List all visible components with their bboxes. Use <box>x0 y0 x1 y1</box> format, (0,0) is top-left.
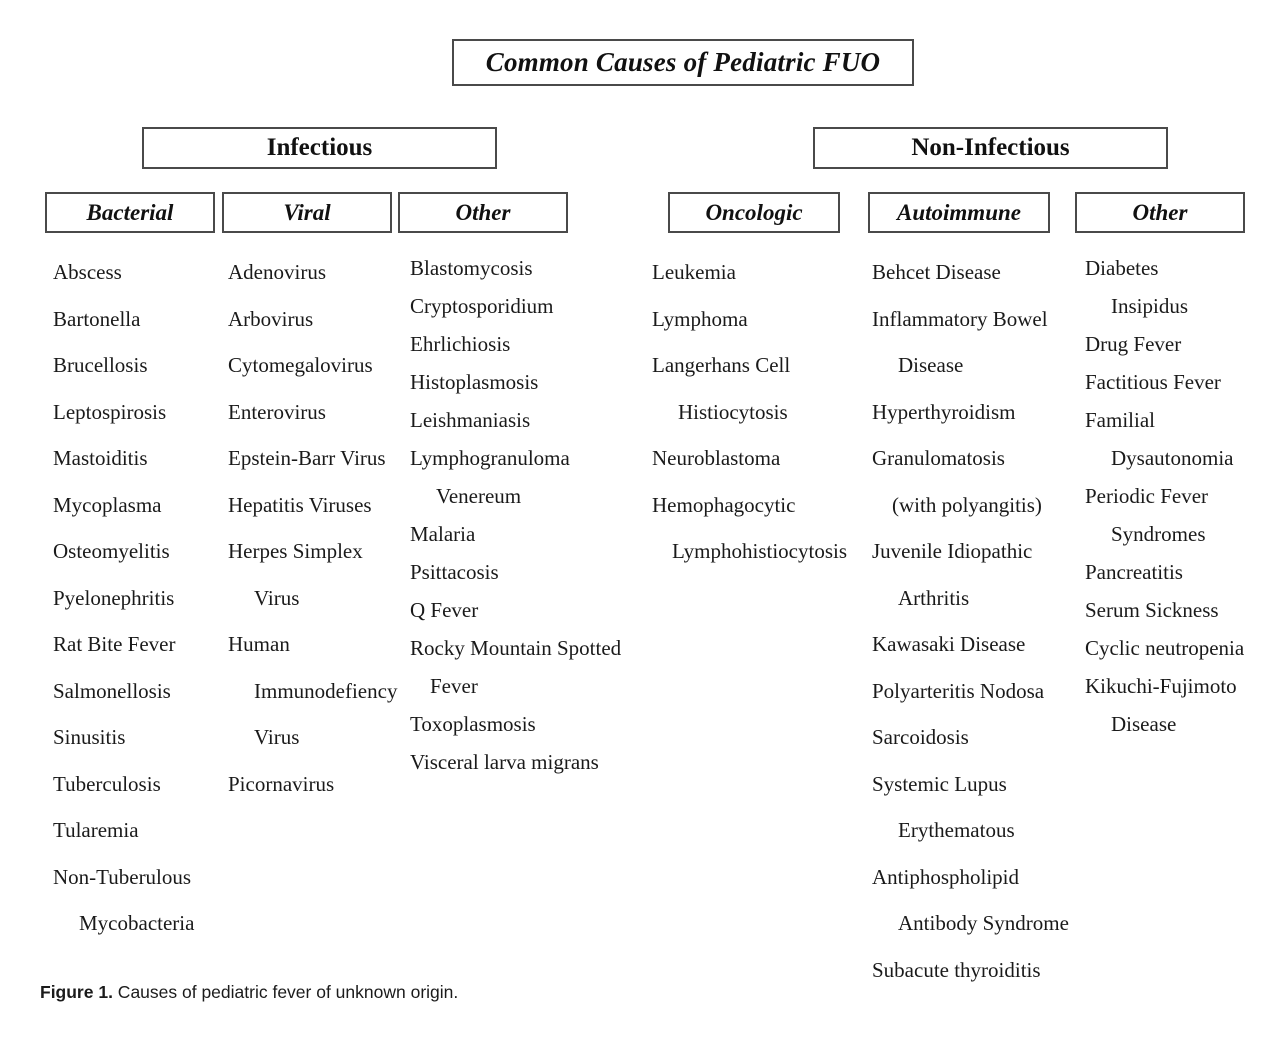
list-item: Inflammatory Bowel <box>872 306 1048 331</box>
list-item: Immunodefiency <box>254 678 398 703</box>
list-item: Fever <box>430 674 478 698</box>
list-item: Erythematous <box>898 818 1015 842</box>
item-list-viral <box>228 249 397 807</box>
list-item: Pyelonephritis <box>53 585 175 610</box>
list-item: Systemic Lupus <box>872 771 1007 796</box>
list-item: Juvenile Idiopathic <box>872 539 1033 563</box>
category-label-bacterial: Bacterial <box>86 199 174 225</box>
list-item: Antiphospholipid <box>872 864 1020 889</box>
category-box-bacterial <box>45 192 215 233</box>
list-item: Drug Fever <box>1085 332 1182 356</box>
list-item: Cyclic neutropenia <box>1085 636 1245 660</box>
list-item: Rocky Mountain Spotted <box>410 636 622 660</box>
list-item: Hemophagocytic <box>652 492 796 517</box>
item-list-oncologic <box>652 249 847 575</box>
list-item: Behcet Disease <box>872 260 1001 284</box>
list-item: Venereum <box>436 484 522 508</box>
list-item: Tularemia <box>53 818 139 842</box>
list-item: Antibody Syndrome <box>898 911 1069 935</box>
list-item: Cryptosporidium <box>410 294 554 318</box>
list-item: Human <box>228 632 290 656</box>
list-item: Leukemia <box>652 260 736 284</box>
list-item: Epstein-Barr Virus <box>228 446 386 470</box>
list-item: Leishmaniasis <box>410 408 531 432</box>
list-item: Dysautonomia <box>1111 446 1234 470</box>
list-item: Ehrlichiosis <box>410 332 511 356</box>
category-box-other-non-infectious <box>1075 192 1245 233</box>
list-item: Pancreatitis <box>1085 560 1183 584</box>
list-item: Familial <box>1085 408 1155 432</box>
list-item: Periodic Fever <box>1085 484 1209 508</box>
list-item: Lymphogranuloma <box>410 446 570 470</box>
list-item: Disease <box>898 353 964 377</box>
category-box-oncologic <box>668 192 840 233</box>
list-item: (with polyangitis) <box>892 492 1042 517</box>
list-item: Abscess <box>53 260 122 284</box>
list-item: Virus <box>254 725 300 749</box>
list-item: Hyperthyroidism <box>872 399 1016 424</box>
list-item: Lymphoma <box>652 306 748 331</box>
list-item: Virus <box>254 585 300 610</box>
branch-label-non-infectious: Non-Infectious <box>911 134 1070 161</box>
list-item: Sinusitis <box>53 725 126 749</box>
list-item: Visceral larva migrans <box>410 750 599 774</box>
list-item: Serum Sickness <box>1085 598 1219 622</box>
category-label-oncologic: Oncologic <box>705 199 803 225</box>
chart-title-box <box>452 39 914 86</box>
category-label-viral: Viral <box>283 199 331 225</box>
list-item: Rat Bite Fever <box>53 632 176 656</box>
list-item: Psittacosis <box>410 560 499 584</box>
list-item: Tuberculosis <box>53 771 161 796</box>
list-item: Hepatitis Viruses <box>228 492 372 517</box>
list-item: Histoplasmosis <box>410 370 539 394</box>
list-item: Adenovirus <box>228 260 326 284</box>
list-item: Sarcoidosis <box>872 725 969 749</box>
category-box-viral <box>222 192 392 233</box>
list-item: Malaria <box>410 522 476 546</box>
list-item: Q Fever <box>410 598 479 622</box>
list-item: Cytomegalovirus <box>228 353 373 377</box>
category-box-other-infectious <box>398 192 568 233</box>
list-item: Insipidus <box>1111 294 1189 318</box>
list-item: Mastoiditis <box>53 446 148 470</box>
list-item: Arthritis <box>898 585 970 610</box>
branch-label-infectious: Infectious <box>266 134 373 161</box>
list-item: Blastomycosis <box>410 256 533 280</box>
item-list-other-infectious <box>410 249 621 781</box>
list-item: Langerhans Cell <box>652 353 791 377</box>
list-item: Diabetes <box>1085 256 1159 280</box>
list-item: Histiocytosis <box>678 399 788 424</box>
list-item: Disease <box>1111 712 1177 736</box>
list-item: Lymphohistiocytosis <box>672 539 848 563</box>
category-box-autoimmune <box>868 192 1050 233</box>
category-label-other-infectious: Other <box>455 199 511 225</box>
figure-caption-text: Causes of pediatric fever of unknown origin. <box>112 982 459 1002</box>
list-item: Polyarteritis Nodosa <box>872 678 1045 703</box>
category-label-autoimmune: Autoimmune <box>897 199 1021 225</box>
list-item: Toxoplasmosis <box>410 712 536 736</box>
list-item: Mycobacteria <box>79 911 195 935</box>
list-item: Syndromes <box>1111 522 1206 546</box>
list-item: Kikuchi-Fujimoto <box>1085 674 1237 698</box>
list-item: Non-Tuberulous <box>53 864 192 889</box>
item-list-bacterial <box>53 249 194 947</box>
branch-box-non-infectious <box>813 127 1168 169</box>
list-item: Factitious Fever <box>1085 370 1221 394</box>
list-item: Mycoplasma <box>53 492 162 517</box>
figure-caption-label: Figure 1. <box>40 982 113 1002</box>
list-item: Picornavirus <box>228 771 335 796</box>
figure-caption <box>40 982 458 1003</box>
branch-box-infectious <box>142 127 497 169</box>
item-list-autoimmune <box>872 249 1069 993</box>
list-item: Subacute thyroiditis <box>872 957 1041 982</box>
list-item: Enterovirus <box>228 399 326 424</box>
list-item: Arbovirus <box>228 306 314 331</box>
category-label-other-non-infectious: Other <box>1132 199 1188 225</box>
chart-title: Common Causes of Pediatric FUO <box>485 47 881 77</box>
list-item: Salmonellosis <box>53 678 171 703</box>
list-item: Kawasaki Disease <box>872 632 1026 656</box>
list-item: Granulomatosis <box>872 446 1005 470</box>
list-item: Brucellosis <box>53 353 148 377</box>
list-item: Bartonella <box>53 306 141 331</box>
list-item: Osteomyelitis <box>53 539 170 563</box>
item-list-other-non-infectious <box>1085 249 1244 743</box>
list-item: Leptospirosis <box>53 399 167 424</box>
list-item: Herpes Simplex <box>228 539 363 563</box>
list-item: Neuroblastoma <box>652 446 781 470</box>
